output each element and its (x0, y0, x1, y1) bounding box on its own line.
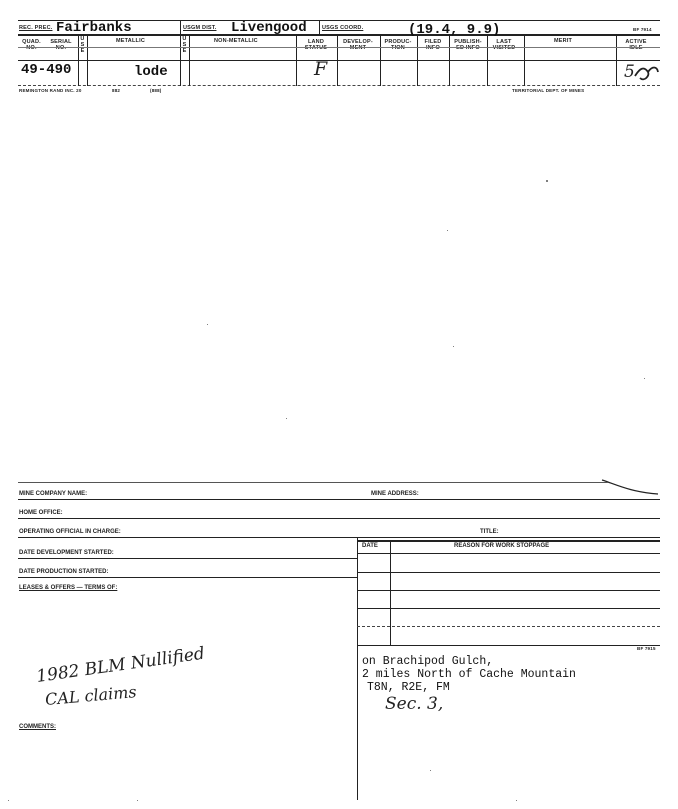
check-scribble-icon (632, 62, 660, 86)
paper-curl-mark (600, 476, 660, 498)
active-idle-mark: 5 (624, 62, 635, 82)
reason-column-header: REASON FOR WORK STOPPAGE (454, 543, 550, 549)
col-active-idle: ACTIVE IDLE (625, 39, 647, 51)
date-column-header: DATE (362, 543, 378, 549)
scan-speck (8, 800, 9, 801)
comments-label: COMMENTS: (19, 724, 56, 730)
divider-development-body (337, 60, 338, 86)
print-mark-left: REMINGTON RAND INC. 20 (19, 88, 82, 93)
handwritten-note-line-2: CAL claims (44, 682, 138, 709)
col-published-info: PUBLISH-ED INFO (454, 39, 482, 51)
col-serial-no: SERIAL NO. (50, 39, 72, 51)
scan-speck (207, 324, 208, 325)
card-edge-rule (18, 85, 660, 86)
col-quad-no: QUAD. NO. (22, 39, 41, 51)
divider-filed-body (417, 60, 418, 86)
divider-usgs (319, 20, 320, 34)
stoppage-row-5 (357, 645, 660, 646)
col-filed-info: FILED INFO (424, 39, 442, 51)
right-block-divider (357, 538, 358, 800)
operating-rule (18, 537, 660, 538)
lower-top-rule (18, 482, 608, 483)
col-metallic: METALLIC (116, 38, 145, 44)
date-production-rule (18, 577, 357, 578)
col-non-metallic: NON-METALLIC (214, 38, 258, 44)
print-code-left: 882 (112, 88, 121, 93)
scan-speck (546, 180, 548, 182)
scan-speck (286, 418, 287, 419)
title-label: TITLE: (480, 529, 499, 535)
stoppage-row-1 (357, 572, 660, 573)
land-status-mark: F (314, 58, 328, 80)
leases-offers-label: LEASES & OFFERS — TERMS OF: (19, 585, 118, 591)
mine-company-name-label: MINE COMPANY NAME: (19, 491, 88, 497)
scan-speck (644, 378, 645, 379)
date-development-label: DATE DEVELOPMENT STARTED: (19, 550, 114, 556)
print-paren-left: (888) (150, 88, 162, 93)
form-code-bottom: BF 7915 (637, 646, 656, 651)
location-line-3: T8N, R2E, FM (367, 681, 450, 694)
col-last-visited: LAST VISITED (492, 39, 516, 51)
scan-speck (453, 346, 454, 347)
col-development: DEVELOP-MENT (343, 39, 373, 51)
metallic-value: lode (134, 64, 168, 80)
stoppage-row-4 (357, 626, 660, 627)
divider-land-body (296, 60, 297, 86)
handwritten-note-line-1: 1982 BLM Nullified (35, 643, 207, 687)
mine-address-label: MINE ADDRESS: (371, 491, 419, 497)
divider-published-body (449, 60, 450, 86)
handwritten-section: Sec. 3, (385, 694, 444, 714)
divider-production-body (380, 60, 381, 86)
header-inner-rule (18, 47, 660, 48)
divider-usgm (180, 20, 181, 86)
stoppage-top-rule (357, 540, 660, 542)
usgs-coord-value: (19.4, 9.9) (408, 22, 501, 38)
col-merit: MERIT (554, 38, 573, 44)
col-land-status: LAND STATUS (304, 39, 328, 51)
date-column-divider (390, 540, 391, 646)
divider-merit-body (524, 60, 525, 86)
quad-serial-value: 49-490 (21, 62, 72, 78)
divider-use-1-body (78, 60, 79, 86)
divider-metallic-body (87, 60, 88, 86)
rec-prec-value: Fairbanks (56, 20, 132, 36)
divider-active-body (616, 60, 617, 86)
scan-speck (447, 230, 448, 231)
usgm-dist-value: Livengood (231, 20, 307, 36)
form-code-top: BF 7914 (633, 27, 652, 32)
stoppage-row-3 (357, 608, 660, 609)
home-office-rule (18, 518, 660, 519)
col-use-2: U S E (182, 36, 187, 54)
scan-speck (430, 770, 431, 771)
stoppage-header-rule (357, 553, 660, 554)
scan-speck (137, 800, 138, 801)
stoppage-row-2 (357, 590, 660, 591)
operating-official-label: OPERATING OFFICIAL IN CHARGE: (19, 529, 121, 535)
divider-non-metallic-body (189, 60, 190, 86)
scan-speck (516, 800, 517, 801)
record-row-bottom-rule (18, 60, 660, 61)
location-line-1: on Brachipod Gulch, (362, 655, 494, 668)
mine-row-rule (18, 499, 660, 500)
date-development-rule (18, 558, 357, 559)
print-mark-right: TERRITORIAL DEPT. OF MINES (512, 88, 585, 93)
date-production-label: DATE PRODUCTION STARTED: (19, 569, 109, 575)
col-production: PRODUC-TION (384, 39, 412, 51)
usgs-coord-label: USGS COORD. (322, 25, 364, 31)
rec-prec-label: REC. PREC. (19, 25, 53, 31)
home-office-label: HOME OFFICE: (19, 510, 63, 516)
location-line-2: 2 miles North of Cache Mountain (362, 668, 576, 681)
divider-last-body (487, 60, 488, 86)
col-use-1: U S E (80, 36, 85, 54)
usgm-dist-label: USGM DIST. (183, 25, 217, 31)
